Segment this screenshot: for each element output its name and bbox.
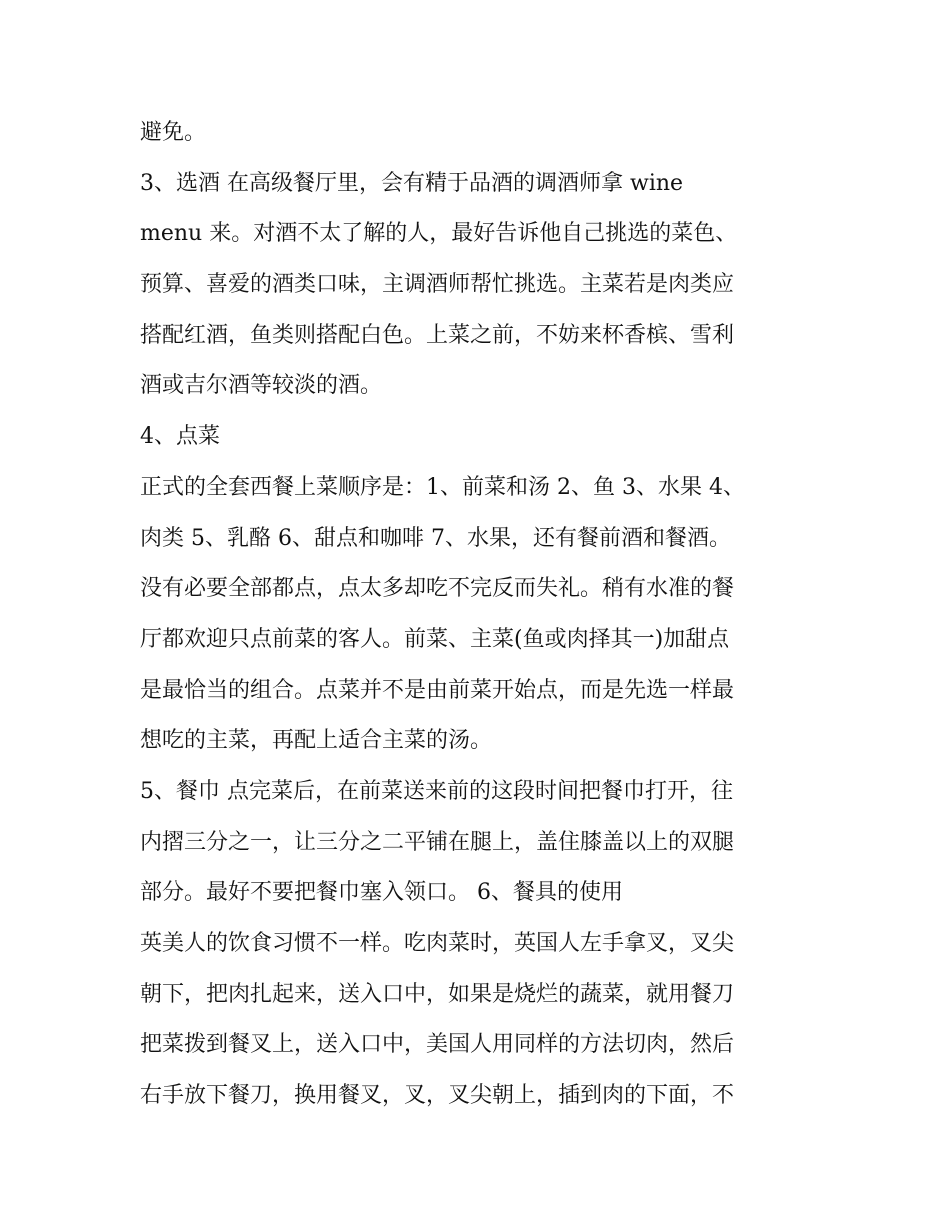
text-line: 肉类 5、乳酪 6、甜点和咖啡 7、水果，还有餐前酒和餐酒。 xyxy=(140,525,731,551)
body-text xyxy=(140,108,820,1122)
text-line: 是最恰当的组合。点菜并不是由前菜开始点，而是先选一样最 xyxy=(140,677,735,703)
text-line: 想吃的主菜，再配上适合主菜的汤。 xyxy=(140,728,493,754)
text-line: 英美人的饮食习惯不一样。吃肉菜时，英国人左手拿叉，叉尖 xyxy=(140,931,735,956)
text-line: 搭配红酒，鱼类则搭配白色。上菜之前，不妨来杯香槟、雪利 xyxy=(140,322,735,348)
text-line: 5、餐巾 点完菜后，在前菜送来前的这段时间把餐巾打开，往 xyxy=(140,778,733,804)
text-line: menu 来。对酒不太了解的人，最好告诉他自己挑选的菜色、 xyxy=(140,221,738,247)
text-line: 没有必要全部都点，点太多却吃不完反而失礼。稍有水准的餐 xyxy=(140,576,735,602)
text-line: 内摺三分之一，让三分之二平铺在腿上，盖住膝盖以上的双腿 xyxy=(140,829,735,855)
text-line: 3、选酒 在高级餐厅里，会有精于品酒的调酒师拿 wine xyxy=(140,170,684,196)
text-line: 厅都欢迎只点前菜的客人。前菜、主菜(鱼或肉择其一)加甜点 xyxy=(140,626,730,652)
text-line: 部分。最好不要把餐巾塞入领口。 6、餐具的使用 xyxy=(140,880,623,906)
text-line: 避免。 xyxy=(140,120,207,145)
text-line: 朝下，把肉扎起来，送入口中，如果是烧烂的蔬菜，就用餐刀 xyxy=(140,981,735,1007)
section-heading: 4、点菜 xyxy=(140,424,220,450)
text-line: 把菜拨到餐叉上，送入口中，美国人用同样的方法切肉，然后 xyxy=(140,1032,735,1058)
text-line: 预算、喜爱的酒类口味，主调酒师帮忙挑选。主菜若是肉类应 xyxy=(140,272,735,298)
text-line: 酒或吉尔酒等较淡的酒。 xyxy=(140,373,383,399)
text-line: 右手放下餐刀，换用餐叉，叉，叉尖朝上，插到肉的下面，不 xyxy=(140,1083,735,1109)
text-line: 正式的全套西餐上菜顺序是：1、前菜和汤 2、鱼 3、水果 4、 xyxy=(140,474,745,500)
